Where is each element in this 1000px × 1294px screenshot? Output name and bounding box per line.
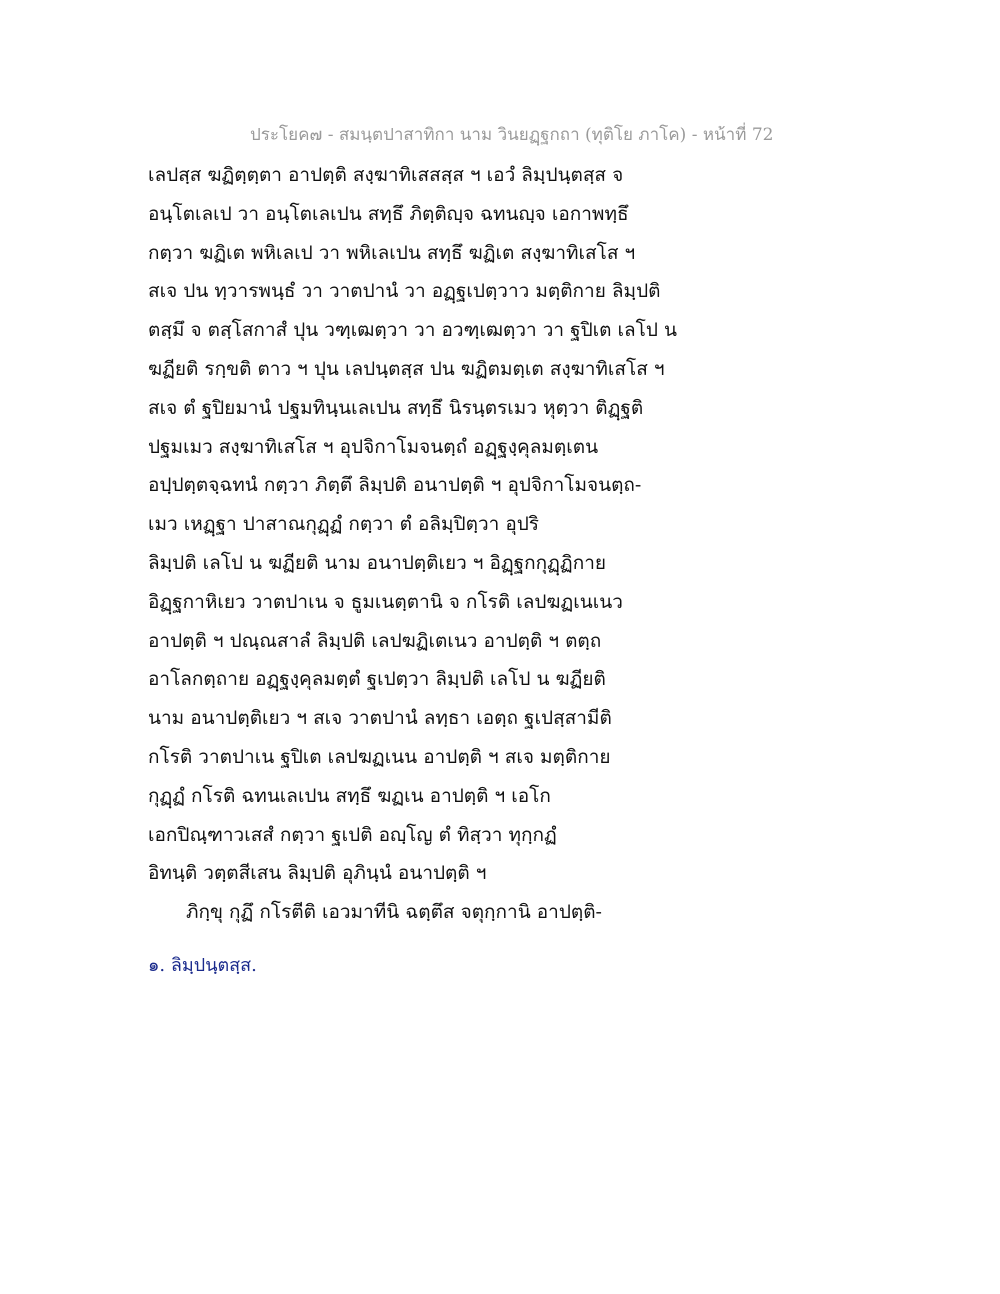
text-line: ลิมฺปติ เลโป น ฆฏียติ นาม อนาปตฺติเยว ฯ อิฏฺฐกกุฏฺฏิกาย	[148, 551, 606, 574]
body-text	[148, 156, 708, 932]
text-line: นาม อนาปตฺติเยว ฯ สเจ วาตปานํ ลทฺธา เอตฺถ ฐเปสฺสามีติ	[148, 707, 612, 730]
text-line: อิทนฺติ วตฺตสีเสน ลิมฺปติ อุภินฺนํ อนาปตฺติ ฯ	[148, 862, 487, 885]
text-line: เลปสฺส ฆฏิตฺตฺตา อาปตฺติ สงฺฆาทิเสสสฺส ฯ เอวํ ลิมฺปนฺตสฺส จ	[148, 164, 624, 186]
text-line: กุฏฺฏํ กโรติ ฉทนเลเปน สทฺธึ ฆฏเน อาปตฺติ ฯ เอโก	[148, 784, 551, 807]
text-line: อิฏฺฐกาหิเยว วาตปาเน จ ธูมเนตฺตานิ จ กโรติ เลปฆฏเนเนว	[148, 590, 623, 613]
text-line: สเจ ปน ทฺวารพนฺธํ วา วาตปานํ วา อฏฺฐเปตฺวาว มตฺติกาย ลิมฺปติ	[148, 280, 661, 303]
text-line: กโรติ วาตปาเน ฐปิเต เลปฆฏเนน อาปตฺติ ฯ สเจ มตฺติกาย	[148, 745, 611, 768]
running-header: ประโยค๗ - สมนฺตปาสาทิกา นาม วินยฏฺฐกถา (ทุติโย ภาโค) - หน้าที่ 72	[250, 125, 774, 145]
text-line: อาโลกตฺถาย อฏฺฐงฺคุลมตฺตํ ฐเปตฺวา ลิมฺปติ เลโป น ฆฏียติ	[148, 668, 606, 691]
text-line: สเจ ตํ ฐปิยมานํ ปฐมทินฺนเลเปน สทฺธึ นิรนฺตรเมว หุตฺวา ติฏฺฐติ	[148, 396, 644, 419]
paragraph-start-line: ภิกฺขุ กุฏึ กโรตีติ เอวมาทีนิ ฉตฺตึส จตุกฺกานิ อาปตฺติ-	[186, 901, 602, 924]
text-line: อนฺโตเลเป วา อนฺโตเลเปน สทฺธึ ภิตฺติญฺจ ฉทนญฺจ เอกาพทฺธึ	[148, 202, 629, 225]
text-line: ตสฺมึ จ ตสฺโสกาสํ ปุน วฑฺเฒตฺวา วา อวฑฺเฒตฺวา วา ฐปิเต เลโป น	[148, 319, 677, 342]
text-line: อาปตฺติ ฯ ปณฺณสาลํ ลิมฺปติ เลปฆฏิเตเนว อาปตฺติ ฯ ตตฺถ	[148, 629, 602, 652]
text-line: เมว เหฏฺฐา ปาสาณกุฏฺฏํ กตฺวา ตํ อลิมฺปิตฺวา อุปริ	[148, 513, 540, 536]
footnote: ๑. ลิมฺปนฺตสฺส.	[148, 955, 257, 976]
text-line: เอกปิณฺฑาวเสสํ กตฺวา ฐเปติ อญฺโญ ตํ ทิสฺวา ทุกฺกฏํ	[148, 823, 557, 846]
text-line: ปฐมเมว สงฺฆาทิเสโส ฯ อุปจิกาโมจนตฺถํ อฏฺฐงฺคุลมตฺเตน	[148, 435, 599, 458]
text-line: ฆฏียติ รกฺขติ ตาว ฯ ปุน เลปนฺตสฺส ปน ฆฏิตมตฺเต สงฺฆาทิเสโส ฯ	[148, 357, 665, 380]
text-line: กตฺวา ฆฏิเต พหิเลเป วา พหิเลเปน สทฺธึ ฆฏิเต สงฺฆาทิเสโส ฯ	[148, 241, 636, 264]
text-line: อปฺปตฺตจฺฉทนํ กตฺวา ภิตฺตึ ลิมฺปติ อนาปตฺติ ฯ อุปจิกาโมจนตฺถ-	[148, 474, 642, 497]
